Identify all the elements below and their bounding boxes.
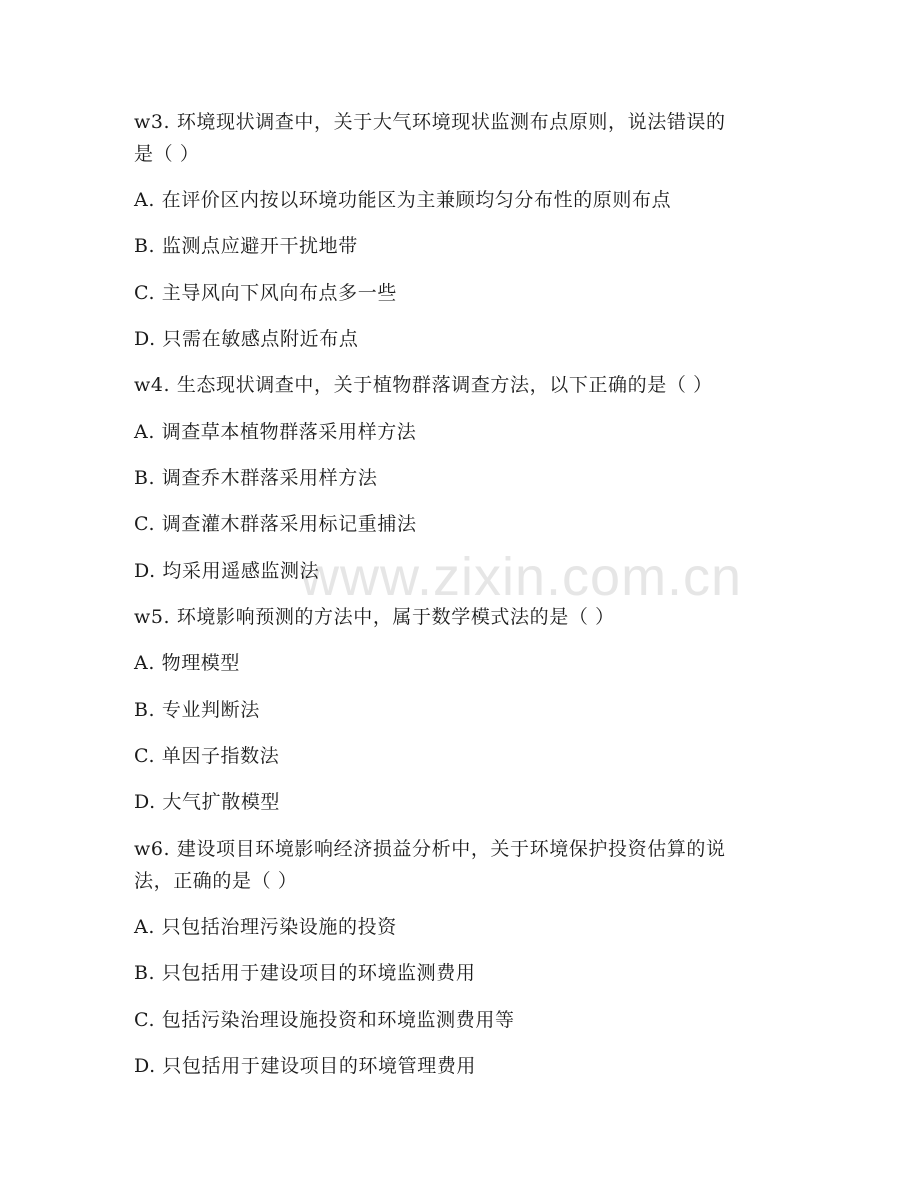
watermark: www.zixin.com.cn <box>300 547 743 607</box>
question-w5-option-c: C. 单因子指数法 <box>134 745 280 767</box>
question-w4-option-b: B. 调查乔木群落采用样方法 <box>134 467 378 489</box>
question-w4-option-a: A. 调查草本植物群落采用样方法 <box>134 421 417 443</box>
question-w5-option-a: A. 物理模型 <box>134 652 241 674</box>
question-w4-option-d: D. 均采用遥感监测法 <box>134 560 320 582</box>
question-w6-stem-line2: 法，正确的是（ ） <box>134 870 298 892</box>
question-w5-option-b: B. 专业判断法 <box>134 699 260 721</box>
question-w3-option-d: D. 只需在敏感点附近布点 <box>134 328 359 350</box>
question-w6-option-c: C. 包括污染治理设施投资和环境监测费用等 <box>134 1009 515 1031</box>
question-w6-stem-line1: w6. 建设项目环境影响经济损益分析中，关于环境保护投资估算的说 <box>134 838 726 860</box>
question-w3-option-c: C. 主导风向下风向布点多一些 <box>134 282 397 304</box>
question-w4-stem-line1: w4. 生态现状调查中，关于植物群落调查方法，以下正确的是（ ） <box>134 374 713 396</box>
question-w6-option-b: B. 只包括用于建设项目的环境监测费用 <box>134 962 476 984</box>
question-w3-option-a: A. 在评价区内按以环境功能区为主兼顾均匀分布性的原则布点 <box>134 189 672 211</box>
question-w6-option-d: D. 只包括用于建设项目的环境管理费用 <box>134 1055 477 1077</box>
question-w5-option-d: D. 大气扩散模型 <box>134 791 281 813</box>
question-w5-stem-line1: w5. 环境影响预测的方法中，属于数学模式法的是（ ） <box>134 606 615 628</box>
question-w6-option-a: A. 只包括治理污染设施的投资 <box>134 916 397 938</box>
question-w3-stem-line2: 是（ ） <box>134 143 200 165</box>
question-w4-option-c: C. 调查灌木群落采用标记重捕法 <box>134 513 417 535</box>
question-w3-stem-line1: w3. 环境现状调查中，关于大气环境现状监测布点原则，说法错误的 <box>134 111 726 133</box>
question-w3-option-b: B. 监测点应避开干扰地带 <box>134 235 358 257</box>
